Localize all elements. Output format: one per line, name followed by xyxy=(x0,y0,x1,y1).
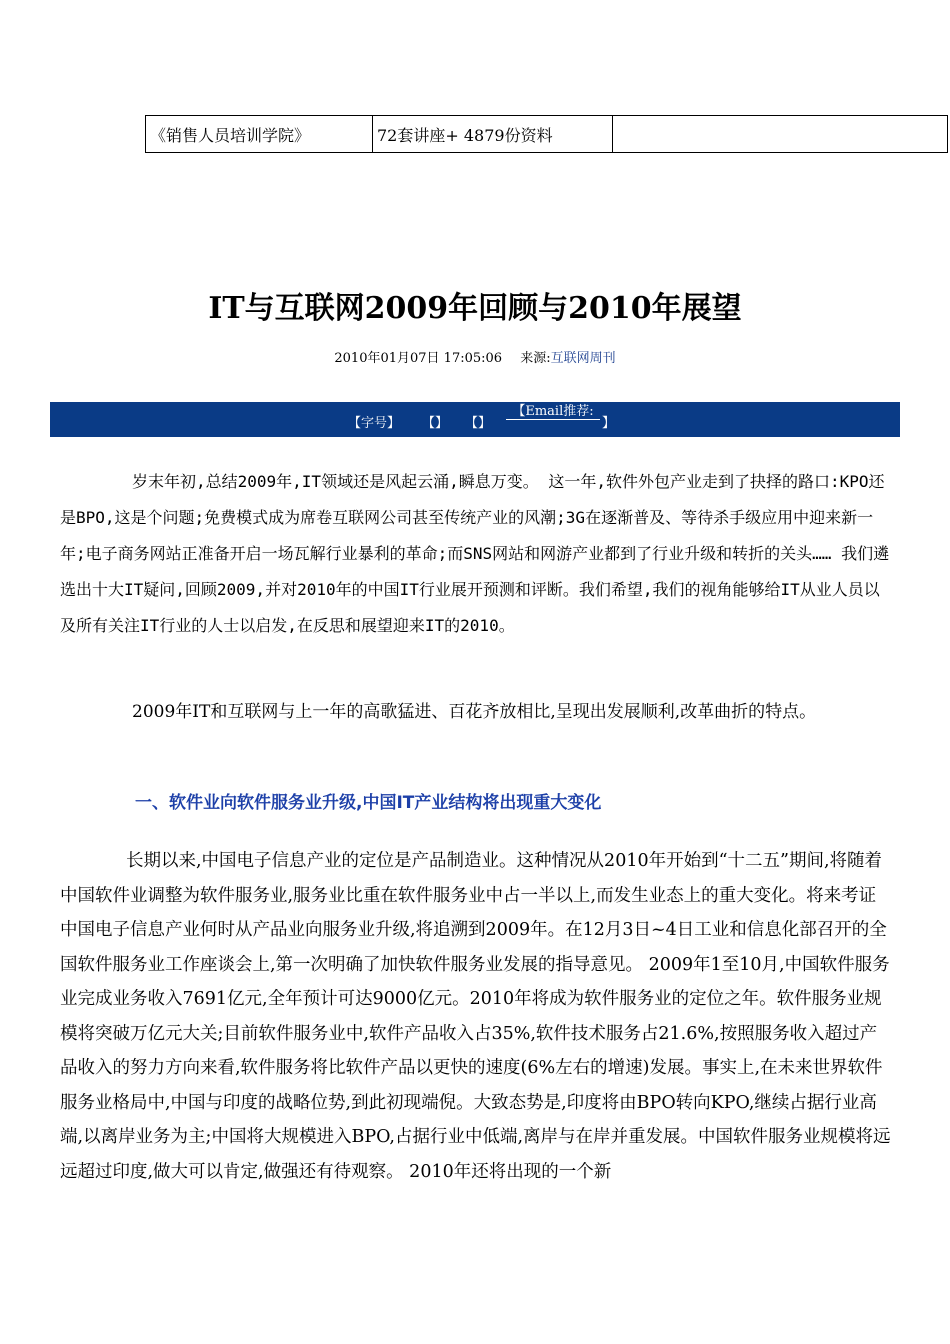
header-table xyxy=(145,115,948,153)
source-label: 来源: xyxy=(520,351,551,366)
email-close-bracket: 】 xyxy=(602,416,616,431)
section-1-paragraph xyxy=(60,844,892,1189)
intro-paragraph xyxy=(60,464,890,644)
font-size-button[interactable]: 【字号】 xyxy=(348,416,401,431)
article-datetime: 2010年01月07日 17:05:06 xyxy=(334,351,503,366)
article-toolbar xyxy=(50,402,900,437)
source-link[interactable]: 互联网周刊 xyxy=(550,351,616,366)
section-heading-1: 一、软件业向软件服务业升级,中国IT产业结构将出现重大变化 xyxy=(135,793,602,813)
article-meta xyxy=(0,347,950,366)
email-recommend-link[interactable]: 【Email推荐: xyxy=(506,404,600,420)
section-1-paragraph-text: 长期以来,中国电子信息产业的定位是产品制造业。这种情况从2010年开始到“十二五”期间,将随着中国软件业调整为软件服务业,服务业比重在软件服务业中占一半以上,而发生业态上的重大变化。将来考证中国电子信息产业何时从产品业向服务业升级,将追溯到2009年。在12月3日~4日工业和信息化部召开的全国软件服务业工作座谈会上,第一次明确了加快软件服务业发展的指导意见。 2009年1至10月,中国软件服务业完成业务收入7691亿元,全年预计可达9000亿元。2010年将成为软件服务业的定位之年。软件服务业规模将突破万亿元大关;目前软件服务业中,软件产品收入占35%,软件技术服务占21.6%,按照服务收入超过产品收入的努力方向来看,软件服务将比软件产品以更快的速度(6%左右的增速)发展。事实上,在未来世界软件服务业格局中,中国与印度的战略位势,到此初现端倪。大致态势是,印度将由BPO转向KPO,继续占据行业高端,以离岸业务为主;中国将大规模进入BPO,占据行业中低端,离岸与在岸并重发展。中国软件服务业规模将远远超过印度,做大可以肯定,做强还有待观察。 2010年还将出现的一个新 xyxy=(60,851,891,1182)
summary-paragraph-text: 2009年IT和互联网与上一年的高歌猛进、百花齐放相比,呈现出发展顺利,改革曲折的特点。 xyxy=(132,702,817,722)
toolbar-bracket-a[interactable]: 【】 xyxy=(422,416,449,431)
intro-paragraph-text: 岁末年初,总结2009年,IT领域还是风起云涌,瞬息万变。 这一年,软件外包产业走到了抉择的路口:KPO还是BPO,这是个问题;免费模式成为席卷互联网公司甚至传统产业的风潮;3G在逐渐普及、等待杀手级应用中迎来新一年;电子商务网站正准备开启一场瓦解行业暴利的革命;而SNS网站和网游产业都到了行业升级和转折的关头…… 我们遴选出十大IT疑问,回顾2009,并对2010年的中国IT行业展开预测和评断。我们希望,我们的视角能够给IT从业人员以及所有关注IT行业的人士以启发,在反思和展望迎来IT的2010。 xyxy=(60,472,890,635)
summary-paragraph xyxy=(60,695,890,729)
header-cell-empty xyxy=(613,116,948,153)
article-title: IT与互联网2009年回顾与2010年展望 xyxy=(208,291,742,326)
toolbar-bracket-b[interactable]: 【】 xyxy=(465,416,492,431)
header-cell-course: 《销售人员培训学院》 xyxy=(146,116,373,153)
header-cell-materials: 72套讲座+ 4879份资料 xyxy=(373,116,613,153)
